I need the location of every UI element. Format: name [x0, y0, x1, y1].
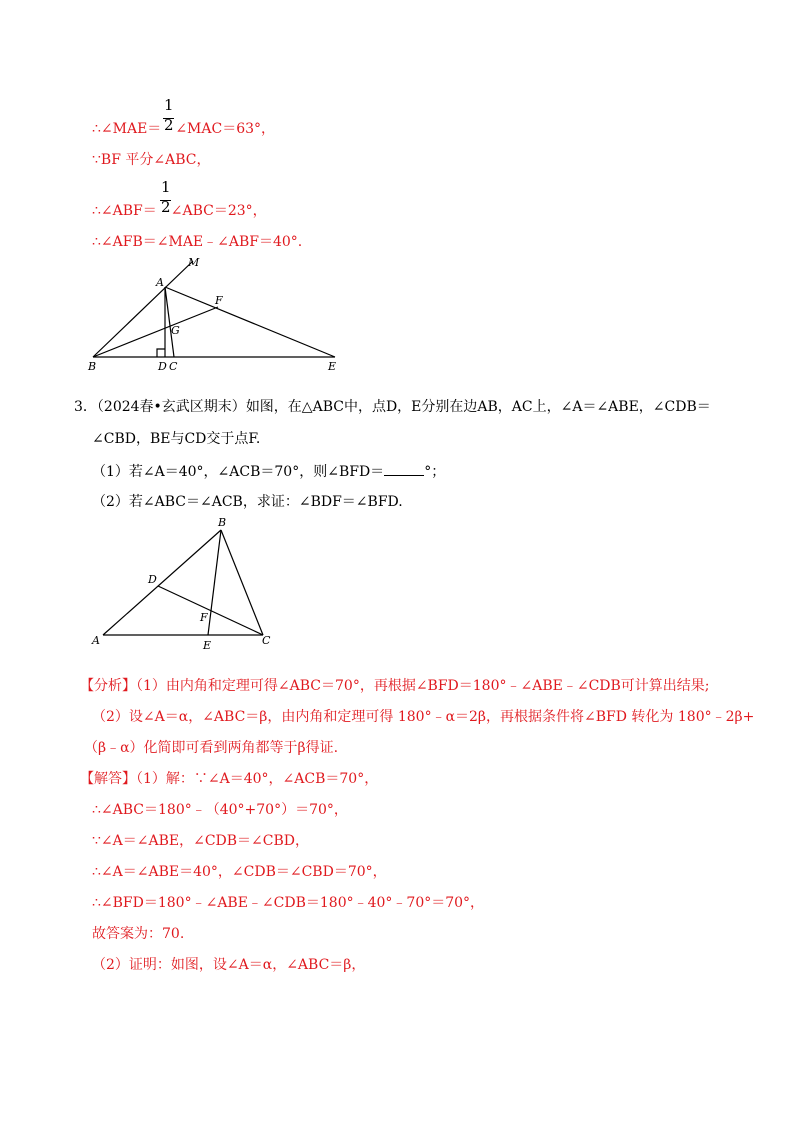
label-M: M: [188, 256, 200, 269]
answer-line-7: （2）证明：如图，设∠A＝α，∠ABC＝β，: [92, 957, 366, 973]
question-line-2: ∠CBD，BE与CD交于点F.: [92, 431, 261, 447]
analysis-line-2: （2）设∠A＝α，∠ABC＝β，由内角和定理可得 180°﹣α＝2β，再根据条件将∠BFD 转化为 180°﹣2β+: [92, 709, 755, 725]
answer-line-4: ∴∠A＝∠ABE＝40°，∠CDB＝∠CBD＝70°，: [92, 864, 387, 880]
label-C: C: [169, 360, 178, 373]
question-part-1-text: （1）若∠A＝40°，∠ACB＝70°，则∠BFD＝: [92, 464, 385, 480]
right-angle-mark: [157, 349, 165, 357]
label-B: B: [218, 516, 227, 529]
segment-BM: [93, 261, 193, 357]
label-F: F: [215, 294, 223, 307]
geometry-figure-2: [88, 513, 283, 653]
question-part-2: （2）若∠ABC＝∠ACB，求证：∠BDF＝∠BFD.: [92, 494, 403, 510]
analysis-tag: 【分析】: [80, 678, 136, 694]
question-number: 3．: [74, 399, 97, 415]
question-source: （2024春•玄武区期末）: [96, 399, 246, 415]
label-E: E: [203, 639, 212, 652]
label-E: E: [328, 360, 337, 373]
analysis-text-1: （1）由内角和定理可得∠ABC＝70°，再根据∠BFD＝180°﹣∠ABE﹣∠CDB可计算出结果;: [136, 678, 710, 694]
segment-BE: [208, 530, 221, 635]
label-F: F: [200, 611, 208, 624]
fraction-numerator: 1: [164, 96, 174, 114]
segment-BF: [93, 307, 218, 357]
segment-AE: [165, 287, 335, 357]
question-text-1: 如图，在△ABC中，点D，E分别在边AB，AC上，∠A＝∠ABE，∠CDB＝: [245, 399, 711, 415]
solution-line-3: [92, 201, 267, 221]
segment-BC: [221, 530, 263, 635]
analysis-line-3: （β﹣α）化简即可看到两角都等于β得证.: [84, 740, 339, 756]
answer-tag: 【解答】: [80, 771, 136, 787]
question-line-1: [74, 397, 711, 417]
solution-line-1-head: ∴∠MAE＝: [92, 121, 162, 137]
question-part-1: [92, 461, 445, 482]
segment-AC: [165, 287, 174, 357]
solution-line-1-tail: ∠MAC＝63°，: [175, 121, 276, 137]
solution-line-4: ∴∠AFB＝∠MAE﹣∠ABF＝40°.: [92, 234, 303, 250]
solution-line-3-tail: ∠ABC＝23°，: [170, 203, 267, 219]
label-D: D: [148, 573, 157, 586]
label-A: A: [92, 634, 100, 647]
solution-line-3-head: ∴∠ABF＝: [92, 203, 157, 219]
solution-line-1: [92, 119, 275, 139]
label-C: C: [262, 634, 271, 647]
fraction-numerator: 1: [161, 178, 171, 196]
answer-line-1: [80, 769, 378, 789]
answer-line-2: ∴∠ABC＝180°﹣（40°+70°）＝70°，: [92, 802, 348, 818]
fraction-denominator: 2: [161, 198, 171, 216]
label-D: D: [158, 360, 167, 373]
answer-blank: [384, 461, 424, 476]
answer-text-1: （1）解：∵∠A＝40°，∠ACB＝70°，: [136, 771, 379, 787]
label-A: A: [156, 276, 164, 289]
answer-line-5: ∴∠BFD＝180°﹣∠ABE﹣∠CDB＝180°﹣40°﹣70°＝70°，: [92, 895, 485, 911]
answer-line-3: ∵∠A＝∠ABE，∠CDB＝∠CBD，: [92, 833, 310, 849]
geometry-figure-1: [85, 252, 355, 377]
analysis-line-1: [80, 676, 710, 696]
question-part-1-tail: °；: [424, 464, 446, 480]
label-B: B: [88, 360, 97, 373]
fraction-denominator: 2: [164, 116, 174, 134]
answer-line-6: 故答案为：70.: [92, 926, 185, 942]
segment-CD: [158, 586, 263, 635]
solution-line-2: ∵BF 平分∠ABC，: [92, 152, 211, 168]
label-G: G: [171, 324, 180, 337]
